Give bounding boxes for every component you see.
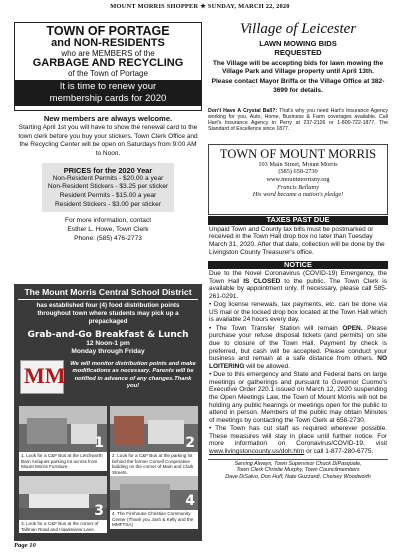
portage-garbage: GARBAGE AND RECYCLING <box>32 57 184 69</box>
new-members-heading: New members are always welcome. <box>43 114 173 123</box>
serving-line: Serving Always, Town Supervisor Chuck DiPasquale, <box>234 460 362 467</box>
price-line: Resident Permits - $15.00 a year <box>59 192 157 199</box>
mount-morris-title: TOWN OF MOUNT MORRIS <box>219 147 377 162</box>
price-line: Resident Stickers - $3.00 per sticker <box>55 200 161 208</box>
portage-contact <box>14 216 202 243</box>
photo-number: 2 <box>185 435 195 451</box>
divider <box>18 299 198 300</box>
price-line: Non-Resident Permits - $20.00 a year <box>52 174 164 182</box>
notice-heading: NOTICE <box>208 261 388 270</box>
page-header: MOUNT MORRIS SHOPPER ★ SUNDAY, MARCH 22, 2020 <box>110 3 290 10</box>
portage-line3: who are MEMBERS of the <box>61 49 155 58</box>
taxes-heading: TAXES PAST DUE <box>208 216 388 225</box>
serving-footer <box>208 459 388 481</box>
photo-caption-1: 1. Look for a C&F Bus at the Letchworth Barn Antiques parking lot across from Mount Morris Furniture. <box>19 452 107 471</box>
hours-days: Monday through Friday <box>71 348 145 355</box>
portage-subtitle: and NON-RESIDENTS <box>51 37 165 49</box>
insurance-lead: Don't Have A Crystal Ball?: <box>208 107 278 114</box>
doh-link[interactable]: www.livingstoncounty.us/doh.htm <box>209 448 305 456</box>
portage-title: TOWN OF PORTAGE <box>46 24 170 38</box>
notice-body <box>208 269 388 456</box>
renew-banner-line1: It is time to renew your <box>59 81 157 92</box>
renew-banner <box>15 80 201 106</box>
notice-paragraph: • Dog license renewals, tax payments, etc. can be done via US mail or the locked drop box located at the Town Hall which is available 24 hours every day. <box>209 301 388 324</box>
signature: Francis Bellamy <box>277 183 319 191</box>
grab-and-go-heading: Grab-and-Go Breakfast & Lunch <box>27 330 189 340</box>
leicester-contact: Please contact Mayor Briffa or the Village Office at 382-3699 for details. <box>211 78 385 94</box>
notice-paragraph: • The Town has cut staff as required wherever possible. These measures will stay in place until further notice. For more information on Coronavirus/COVID-19, visit www.livingstoncounty.us/doh.htm or call 1-877-280-6775. <box>209 425 387 456</box>
photo-number: 4 <box>185 493 195 509</box>
insurance-text: That's why you need Hart's Insurance Agency working for you. Auto, Home, Business & Farm coverages available. Call Hart's Insurance Agency in Perry at 237-2126 or 1-800-722-1877. The Standard of Excellence since 1877. <box>208 107 388 133</box>
location-photo-3 <box>19 476 107 520</box>
prices-box <box>42 163 174 212</box>
school-title: The Mount Morris Central School District <box>24 287 192 297</box>
school-ad <box>14 284 202 541</box>
notice-paragraph: • The Town Transfer Station will remain OPEN. Please purchase your refuse disposal tickets (and permits) on site due to closure of the Town Hall. Payment by check is preferred, but cash will be accepted. Please conduct your business and remain at a safe distance from others. NO LOITERING will be allowed. <box>209 324 387 370</box>
page-number: Page 10 <box>14 542 36 549</box>
photo-caption-2: 2. Look for a C&F Bus at the parking lot behind the former Cornell Cooperative building on the corner of Main and Clark Streets. <box>110 452 198 476</box>
serving-line: Dave DiSalvo, Don Huff, Nate Guzzardi, Chelsey Woodworth <box>225 473 371 480</box>
prices-heading: PRICES for the 2020 Year <box>63 165 153 175</box>
school-logo-text: MM <box>24 363 66 388</box>
leicester-body: The Village will be accepting bids for lawn mowing the Village Park and Village property until April 13th. <box>212 60 384 76</box>
taxes-body: Unpaid Town and County tax bills must be postmarked or received in the Town Hall drop box no later than Tuesday March 31, 2020. After that date, collection will be done by the Livingston County Treasurer's office. <box>209 225 385 256</box>
photo-number: 3 <box>94 503 104 519</box>
leicester-heading-2: REQUESTED <box>274 48 322 57</box>
renew-banner-line2: membership cards for 2020 <box>49 92 167 104</box>
hours-time: 12 Noon-1 pm <box>86 340 130 347</box>
notice-paragraph: Due to the Novel Coronavirus (COVID-19) Emergency, the Town Hall IS CLOSED to the public. The Town Clerk is available by appointment only. If necessary, please call 585-261-0291. <box>209 270 387 300</box>
slogan: His word became a nation's pledge! <box>252 191 344 198</box>
leicester-ad <box>208 22 388 95</box>
school-notice: We will monitor distribution points and make modifications as necessary. Parents will be notified in advance of any changes.Thank you! <box>70 361 196 390</box>
left-column <box>14 22 202 243</box>
location-photo-1 <box>19 406 107 452</box>
contact-line: Phone: (585) 476-2773 <box>74 235 142 243</box>
mount-morris-address: 103 Main Street, Mount Morris <box>258 161 338 169</box>
serving-line: Town Clerk Christie Murphy, Town Councilmembers <box>236 467 360 474</box>
portage-line5: of the Town of Portage <box>68 69 148 78</box>
location-photo-2 <box>110 406 198 452</box>
leicester-heading: LAWN MOWING BIDS <box>259 39 337 48</box>
price-line: Non-Resident Stickers - $3.25 per sticker <box>47 183 169 191</box>
school-logo <box>20 360 64 394</box>
portage-ad <box>14 22 202 111</box>
contact-line: For more information, contact <box>64 217 152 225</box>
insurance-ad <box>208 108 388 132</box>
photo-number: 1 <box>94 435 104 451</box>
photo-caption-4: 4. The Firehouse Christian Community Center (Thank you Josh & Kelly and the MMFTSA) <box>110 510 198 529</box>
new-members-body: Starting April 1st you will have to show the renewal card to the town clerk before you buy your stickers. Town Clerk Office and the Recycling Center will be open on Saturdays from 9:00 AM to Noon. <box>18 124 198 158</box>
leicester-title: Village of Leicester <box>239 21 357 37</box>
new-members <box>14 111 202 159</box>
school-description: has established four (4) food distribution points throughout town where students may pick up a prepackaged <box>36 302 180 325</box>
right-column <box>208 22 388 480</box>
mount-morris-phone: (585) 658-2730 <box>278 168 318 176</box>
mount-morris-website: www.mountmorrisny.org <box>266 175 330 183</box>
mount-morris-box <box>208 144 388 215</box>
notice-paragraph: • Due to this emergency and State and Federal bans on large meetings or gatherings and pursuant to Governor Cuomo's Executive Order 220.1 issued on March 12, 2020 suspending the Open Meetings Law, the Town of Mount Morris will not be holding any public hearings or meetings open for the public to attend in person. Members of the public may obtain Minutes of meetings by contacting the Town Clerk at 658-2730. <box>209 371 387 424</box>
location-photo-4 <box>110 476 198 510</box>
photo-caption-3: 3. Look for a C&F Bus at the corner of Tallman Road and Hawksview Lane. <box>19 520 107 533</box>
contact-line: Esther L. Howe, Town Clerk <box>67 226 149 234</box>
